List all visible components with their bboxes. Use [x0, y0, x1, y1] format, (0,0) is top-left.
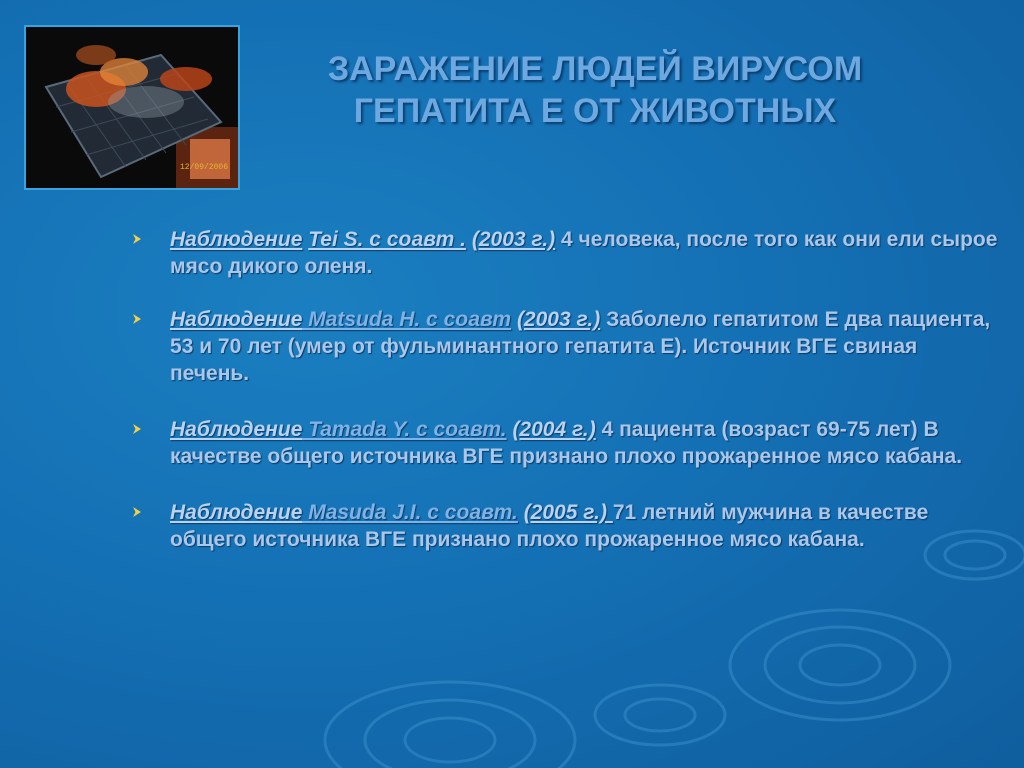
observation-link[interactable]: Наблюдение: [170, 501, 303, 524]
author-link[interactable]: Matsuda H. с соавт: [302, 308, 512, 331]
photo-date-stamp: 12/09/2006: [179, 163, 228, 172]
bullet-item: [132, 226, 1002, 280]
bullet-item: [132, 499, 1002, 553]
bullet-text: [170, 306, 1002, 387]
date-link[interactable]: (2005 г.): [523, 501, 613, 524]
bullet-body: 4 человека, после того как они ели сырое мясо дикого оленя.: [170, 228, 998, 278]
bullet-list: [132, 226, 1002, 582]
bullet-body: 71 летний мужчина в качестве общего источника ВГЕ признано плохо прожаренное мясо кабана.: [170, 501, 929, 551]
date-link[interactable]: (2004 г.): [512, 418, 596, 441]
bullet-text: [170, 226, 1002, 280]
bullet-body: 4 пациента (возраст 69-75 лет) В качестве общего источника ВГЕ признано плохо прожаренное мясо кабана.: [170, 418, 963, 468]
title-line-2: ГЕПАТИТА Е ОТ ЖИВОТНЫХ: [353, 92, 837, 130]
bullet-text: [170, 416, 1002, 470]
observation-link[interactable]: Наблюдение: [170, 308, 303, 331]
date-link[interactable]: (2003 г.): [471, 228, 556, 251]
bullet-body: Заболело гепатитом Е два пациента, 53 и 70 лет (умер от фульминантного гепатита Е). Источник ВГЕ свиная печень.: [170, 308, 991, 385]
arrow-bullet-icon: [132, 314, 142, 324]
bullet-text: [170, 499, 1002, 553]
bullet-item: [132, 306, 1002, 387]
grilling-meat-photo: [24, 25, 240, 190]
author-link[interactable]: Tamada Y. с соавт.: [302, 418, 507, 441]
author-link[interactable]: Tei S. с соавт .: [308, 228, 466, 251]
arrow-bullet-icon: [132, 507, 142, 517]
observation-link[interactable]: Наблюдение: [170, 228, 303, 251]
bullet-item: [132, 416, 1002, 470]
date-link[interactable]: (2003 г.): [516, 308, 601, 331]
slide-title: [250, 48, 940, 132]
arrow-bullet-icon: [132, 234, 142, 244]
author-link[interactable]: Masuda J.I. с соавт.: [302, 501, 518, 524]
title-line-1: ЗАРАЖЕНИЕ ЛЮДЕЙ ВИРУСОМ: [327, 50, 863, 88]
observation-link[interactable]: Наблюдение: [170, 418, 303, 441]
arrow-bullet-icon: [132, 424, 142, 434]
